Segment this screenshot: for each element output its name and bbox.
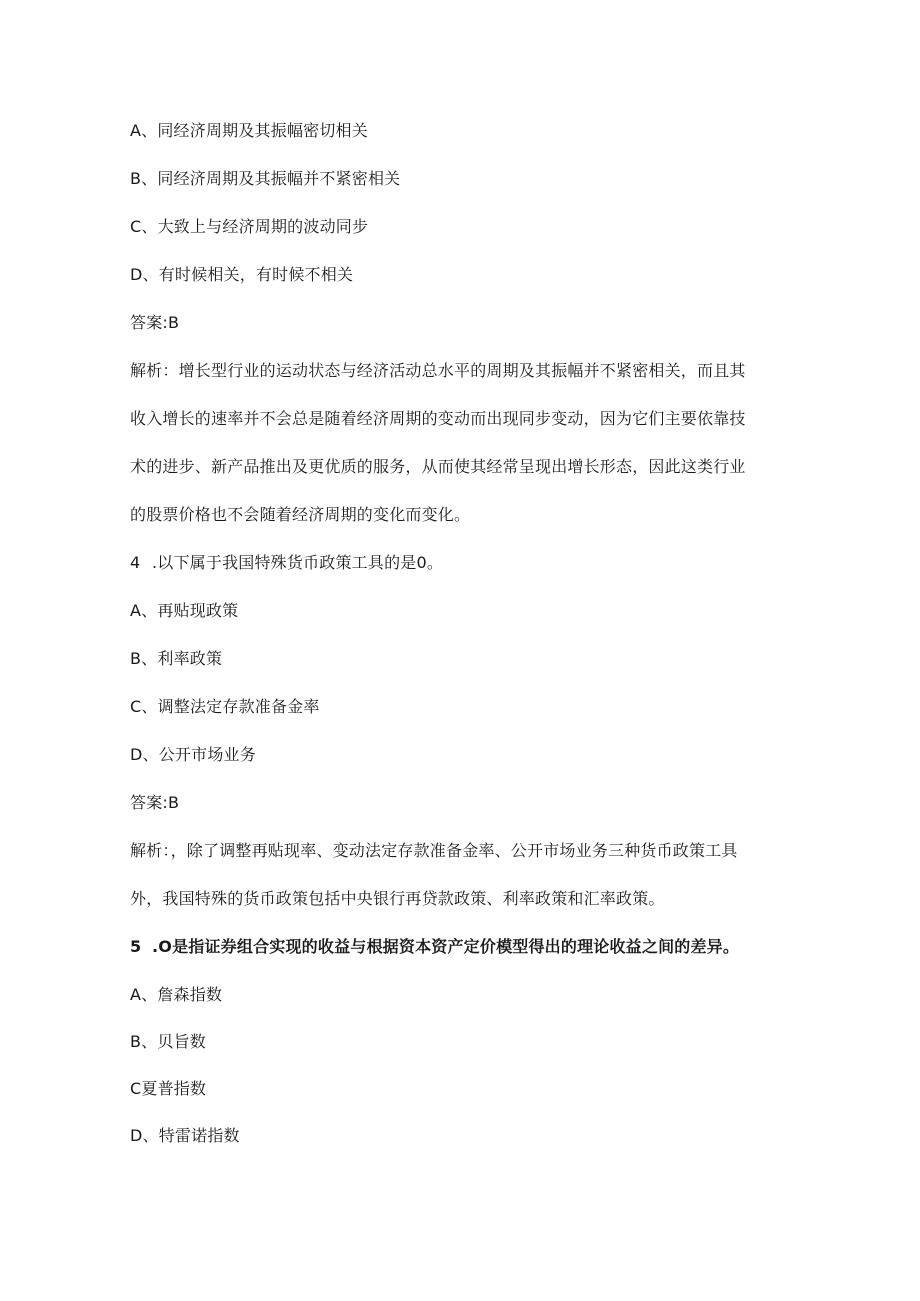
q3-option-c: C、大致上与经济周期的波动同步 (130, 217, 369, 236)
q3-analysis-line-4: 的股票价格也不会随着经济周期的变化而变化。 (130, 505, 471, 524)
q4-option-a: A、再贴现政策 (130, 601, 239, 620)
q4-answer: 答案:B (130, 793, 180, 812)
q4-number: 4 (130, 553, 141, 572)
q5-option-d: D、特雷诺指数 (130, 1126, 240, 1145)
q3-analysis-line-1: 解析：增长型行业的运动状态与经济活动总水平的周期及其振幅并不紧密相关，而且其 (130, 361, 746, 380)
q3-analysis-line-3: 术的进步、新产品推出及更优质的服务，从而使其经常呈现出增长形态，因此这类行业 (130, 457, 746, 476)
q4-question-text: .以下属于我国特殊货币政策工具的是0。 (152, 553, 444, 572)
q4-question (130, 553, 443, 573)
q4-option-b: B、利率政策 (130, 649, 223, 668)
q5-question-text: .O是指证券组合实现的收益与根据资本资产定价模型得出的理论收益之间的差异。 (152, 937, 740, 956)
q5-number: 5 (130, 937, 142, 956)
q3-option-d: D、有时候相关，有时候不相关 (130, 265, 354, 284)
q5-option-b: B、贝旨数 (130, 1032, 206, 1051)
q5-option-c: C夏普指数 (130, 1079, 207, 1098)
q4-analysis-line-2: 外，我国特殊的货币政策包括中央银行再贷款政策、利率政策和汇率政策。 (130, 889, 665, 908)
q3-answer: 答案:B (130, 313, 180, 332)
q4-analysis-line-1: 解析：，除了调整再贴现率、变动法定存款准备金率、公开市场业务三种货币政策工具 (130, 841, 738, 860)
q5-question (130, 937, 739, 957)
q3-option-a: A、同经济周期及其振幅密切相关 (130, 121, 368, 140)
q4-option-c: C、调整法定存款准备金率 (130, 697, 320, 716)
q3-analysis-line-2: 收入增长的速率并不会总是随着经济周期的变动而出现同步变动，因为它们主要依靠技 (130, 409, 746, 428)
q4-option-d: D、公开市场业务 (130, 745, 256, 764)
q3-option-b: B、同经济周期及其振幅并不紧密相关 (130, 169, 401, 188)
q5-option-a: A、詹森指数 (130, 985, 223, 1004)
